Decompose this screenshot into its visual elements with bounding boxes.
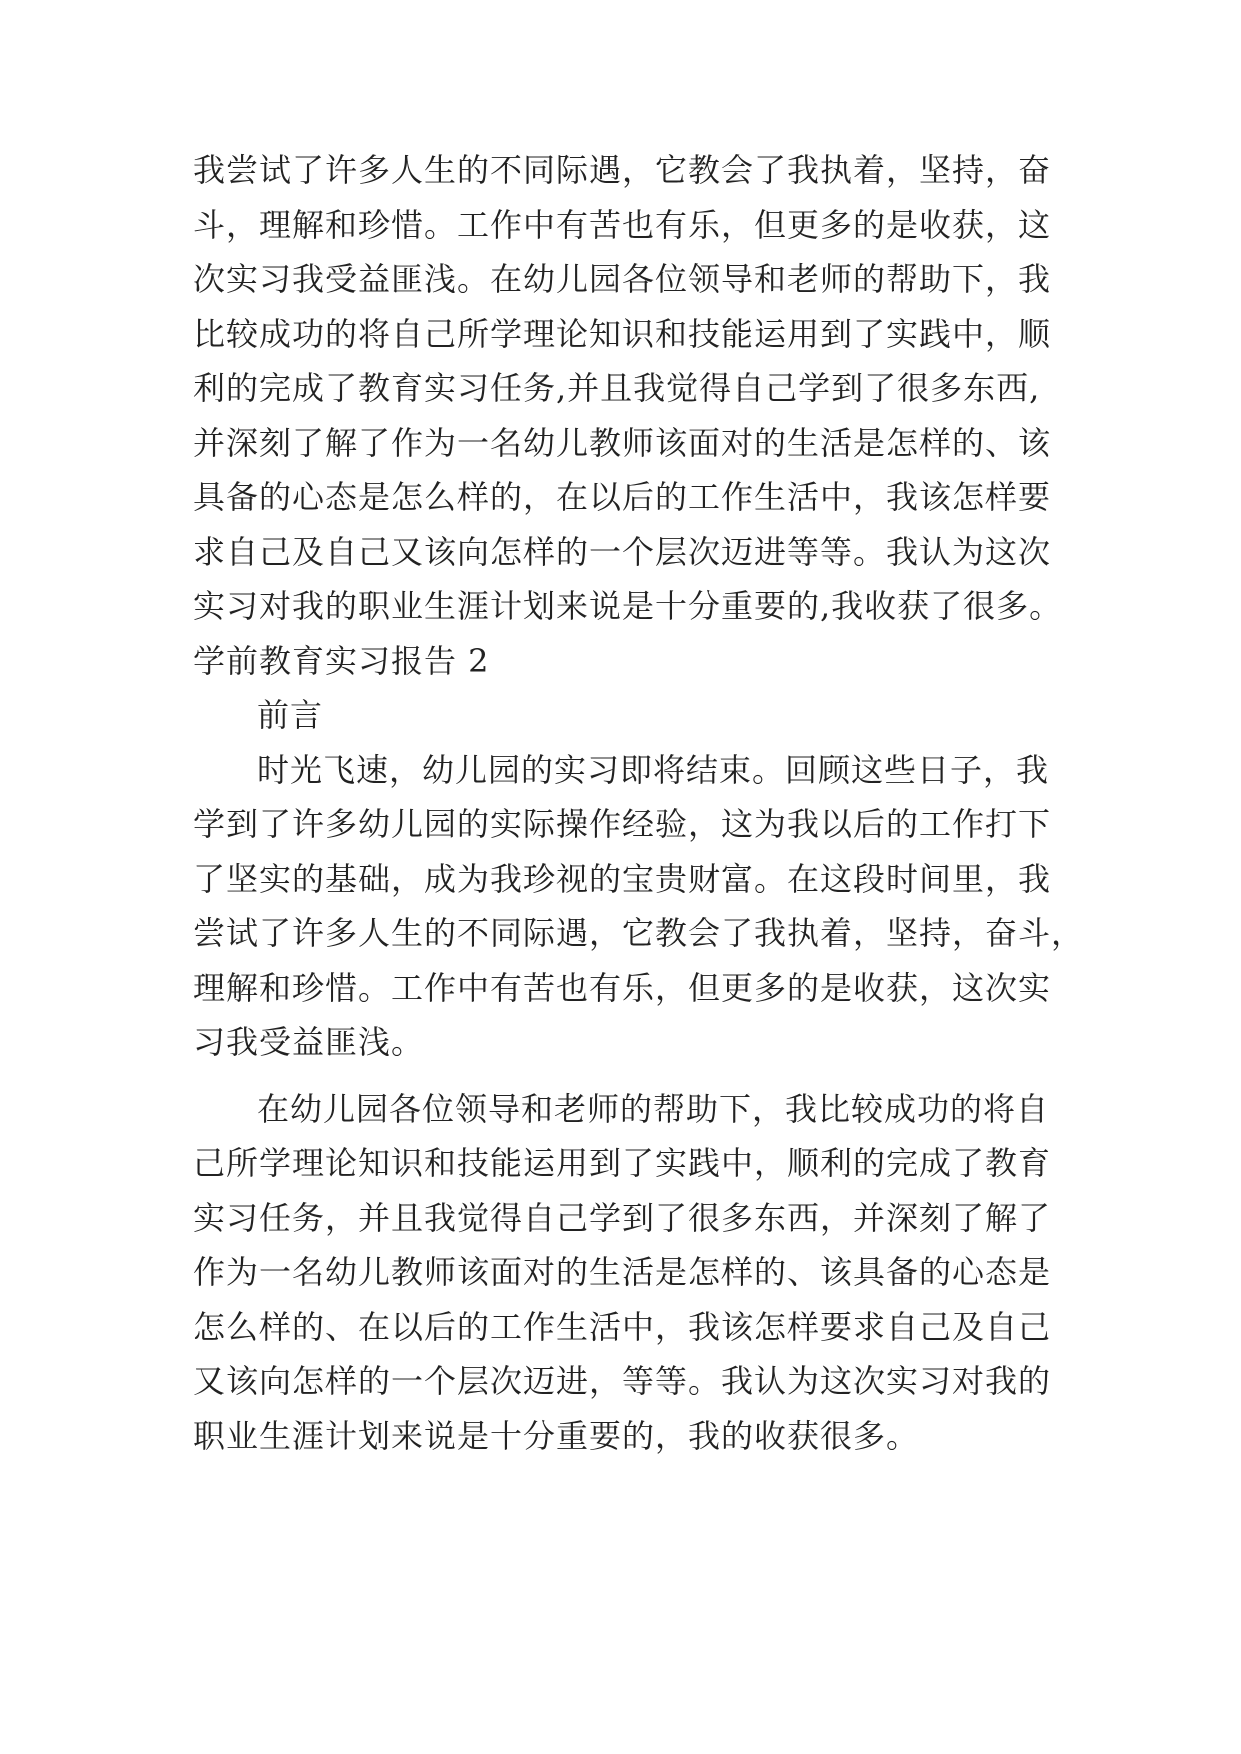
text-line: 求自己及自己又该向怎样的一个层次迈进等等。我认为这次 (193, 533, 1052, 571)
text-line: 怎么样的、在以后的工作生活中，我该怎样要求自己及自己 (193, 1308, 1052, 1346)
text-line: 又该向怎样的一个层次迈进，等等。我认为这次实习对我的 (193, 1362, 1052, 1400)
text-line: 了坚实的基础，成为我珍视的宝贵财富。在这段时间里，我 (193, 860, 1052, 898)
preface-heading: 前言 (257, 696, 324, 734)
text-line: 职业生涯计划来说是十分重要的，我的收获很多。 (193, 1417, 920, 1455)
text-line: 己所学理论知识和技能运用到了实践中，顺利的完成了教育 (193, 1144, 1052, 1182)
text-line: 理解和珍惜。工作中有苦也有乐，但更多的是收获，这次实 (193, 969, 1052, 1007)
text-line: 时光飞速，幼儿园的实习即将结束。回顾这些日子，我 (257, 751, 1050, 789)
text-line: 我尝试了许多人生的不同际遇，它教会了我执着，坚持，奋 (193, 151, 1052, 189)
text-line: 习我受益匪浅。 (193, 1023, 425, 1061)
text-line: 次实习我受益匪浅。在幼儿园各位领导和老师的帮助下，我 (193, 260, 1052, 298)
section-title: 学前教育实习报告 2 (193, 642, 490, 680)
text-line: 尝试了许多人生的不同际遇，它教会了我执着，坚持，奋斗， (193, 914, 1085, 952)
text-line: 利的完成了教育实习任务,并且我觉得自己学到了很多东西, (193, 369, 1041, 407)
text-line: 并深刻了解了作为一名幼儿教师该面对的生活是怎样的、该 (193, 424, 1052, 462)
text-line: 具备的心态是怎么样的，在以后的工作生活中，我该怎样要 (193, 478, 1052, 516)
text-line: 在幼儿园各位领导和老师的帮助下，我比较成功的将自 (257, 1090, 1050, 1128)
text-line: 实习对我的职业生涯计划来说是十分重要的,我收获了很多。 (193, 587, 1063, 625)
text-line: 学到了许多幼儿园的实际操作经验，这为我以后的工作打下 (193, 805, 1052, 843)
text-line: 斗，理解和珍惜。工作中有苦也有乐，但更多的是收获，这 (193, 206, 1052, 244)
text-line: 比较成功的将自己所学理论知识和技能运用到了实践中，顺 (193, 315, 1052, 353)
text-line: 实习任务，并且我觉得自己学到了很多东西，并深刻了解了 (193, 1199, 1052, 1237)
text-line: 作为一名幼儿教师该面对的生活是怎样的、该具备的心态是 (193, 1253, 1052, 1291)
